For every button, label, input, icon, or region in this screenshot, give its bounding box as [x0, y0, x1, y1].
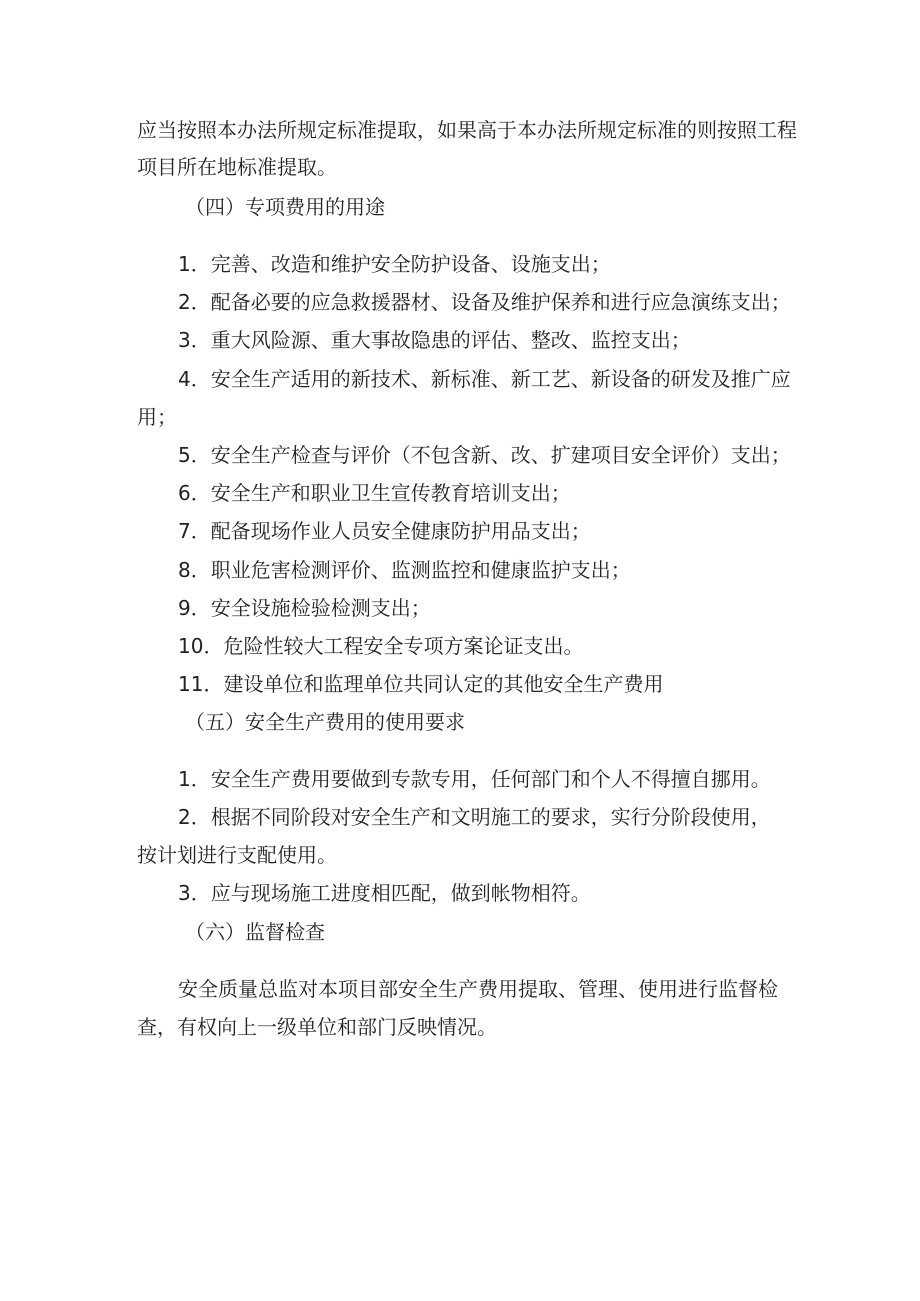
paragraph-line: 应当按照本办法所规定标准提取，如果高于本办法所规定标准的则按照工程	[137, 118, 797, 142]
section-heading: （四）专项费用的用途	[185, 195, 385, 219]
section-heading: （六）监督检查	[185, 920, 325, 944]
paragraph-line: 查，有权向上一级单位和部门反映情况。	[137, 1015, 497, 1039]
list-item: 2．配备必要的应急救援器材、设备及维护保养和进行应急演练支出；	[178, 290, 791, 314]
list-item: 11．建设单位和监理单位共同认定的其他安全生产费用	[178, 672, 664, 696]
list-item: 7．配备现场作业人员安全健康防护用品支出；	[178, 519, 591, 543]
list-item: 5．安全生产检查与评价（不包含新、改、扩建项目安全评价）支出；	[178, 443, 791, 467]
list-item: 8．职业危害检测评价、监测监控和健康监护支出；	[178, 558, 631, 582]
list-item: 6．安全生产和职业卫生宣传教育培训支出；	[178, 481, 571, 505]
list-item: 10．危险性较大工程安全专项方案论证支出。	[178, 634, 584, 658]
list-item-continuation: 按计划进行支配使用。	[137, 843, 337, 867]
list-item: 9．安全设施检验检测支出；	[178, 596, 431, 620]
list-item: 3．应与现场施工进度相匹配，做到帐物相符。	[178, 881, 591, 905]
list-item: 2．根据不同阶段对安全生产和文明施工的要求，实行分阶段使用，	[178, 805, 771, 829]
list-item: 3．重大风险源、重大事故隐患的评估、整改、监控支出；	[178, 328, 691, 352]
list-item: 1．安全生产费用要做到专款专用，任何部门和个人不得擅自挪用。	[178, 767, 771, 791]
list-item: 4．安全生产适用的新技术、新标准、新工艺、新设备的研发及推广应	[178, 367, 791, 391]
paragraph-line: 项目所在地标准提取。	[137, 155, 337, 179]
list-item: 1．完善、改造和维护安全防护设备、设施支出；	[178, 252, 611, 276]
section-heading: （五）安全生产费用的使用要求	[185, 710, 465, 734]
list-item-continuation: 用；	[137, 405, 177, 429]
paragraph-line: 安全质量总监对本项目部安全生产费用提取、管理、使用进行监督检	[178, 977, 778, 1001]
